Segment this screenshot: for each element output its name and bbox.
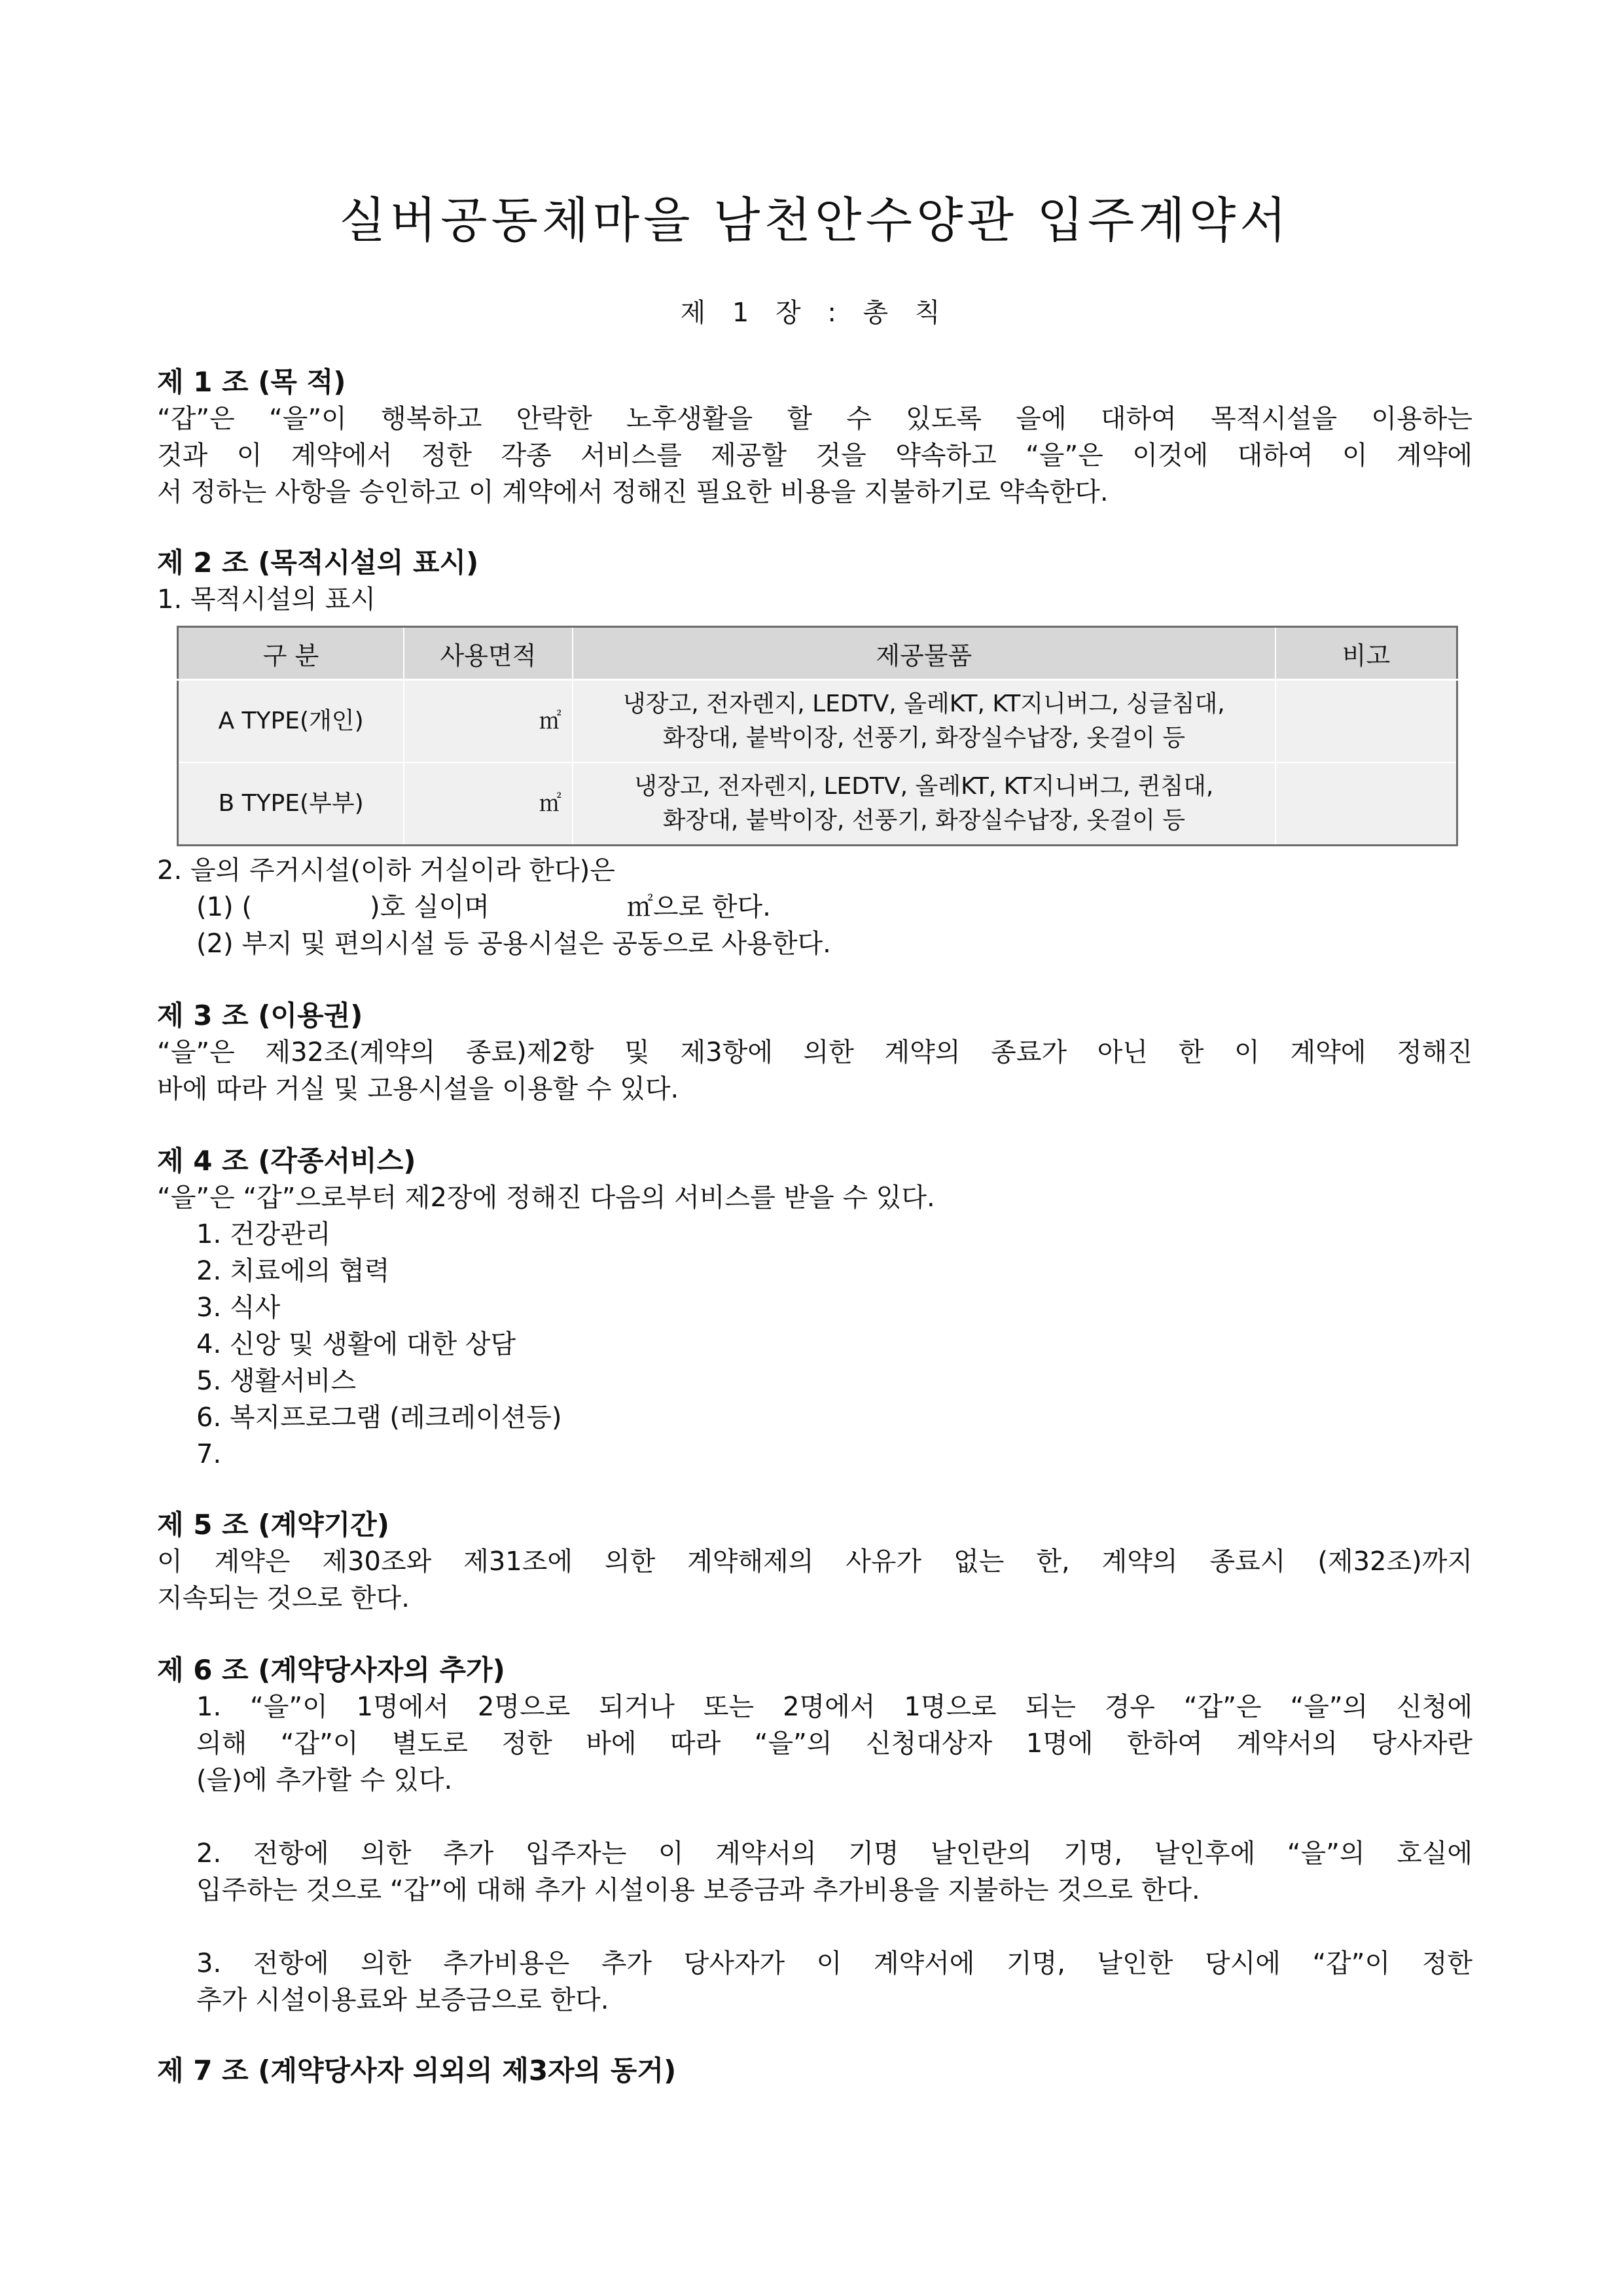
cell-area: ㎡ bbox=[404, 680, 573, 763]
article-5-line: 지속되는 것으로 한다. bbox=[157, 1583, 410, 1613]
cell-items-line: 냉장고, 전자렌지, LEDTV, 올레KT, KT지니버그, 싱글침대, bbox=[622, 691, 1225, 717]
article-4-heading: 제 4 조 (각종서비스) bbox=[157, 1145, 416, 1177]
article-2-item-1: 1. 목적시설의 표시 bbox=[157, 584, 376, 615]
cell-items bbox=[573, 680, 1275, 763]
document-title: 실버공동체마을 남천안수양관 입주계약서 bbox=[339, 192, 1291, 249]
col-header-category: 구 분 bbox=[178, 627, 404, 680]
col-header-items: 제공물품 bbox=[573, 627, 1275, 680]
article-3-line: 바에 따라 거실 및 고용시설을 이용할 수 있다. bbox=[157, 1074, 679, 1104]
article-1-line: 서 정하는 사항을 승인하고 이 계약에서 정해진 필요한 비용을 지불하기로 약속한다. bbox=[157, 477, 1109, 507]
cell-area: ㎡ bbox=[404, 762, 573, 846]
facility-table bbox=[177, 626, 1458, 846]
article-2 bbox=[157, 545, 1472, 618]
cell-note bbox=[1275, 762, 1457, 846]
chapter-heading: 제 1 장 : 총 칙 bbox=[680, 298, 950, 328]
cell-note bbox=[1275, 680, 1457, 763]
list-item: 6. 복지프로그램 (레크레이션등) bbox=[196, 1403, 562, 1433]
article-6-line: 추가 시설이용료와 보증금으로 한다. bbox=[196, 1985, 609, 2015]
cell-items-line: 냉장고, 전자렌지, LEDTV, 올레KT, KT지니버그, 퀸침대, bbox=[634, 773, 1214, 800]
table-row bbox=[178, 680, 1457, 763]
article-3 bbox=[157, 997, 1472, 1107]
cell-items bbox=[573, 762, 1275, 846]
cell-items-line: 화장대, 붙박이장, 선풍기, 화장실수납장, 옷걸이 등 bbox=[662, 807, 1186, 834]
article-6-line: 입주하는 것으로 “갑”에 대해 추가 시설이용 보증금과 추가비용을 지불하는 것으로 한다. bbox=[196, 1875, 1200, 1905]
article-2-sub-1 bbox=[157, 889, 1472, 925]
cell-items-line: 화장대, 붙박이장, 선풍기, 화장실수납장, 옷걸이 등 bbox=[662, 725, 1186, 751]
article-3-heading: 제 3 조 (이용권) bbox=[157, 999, 363, 1031]
col-header-area: 사용면적 bbox=[404, 627, 573, 680]
article-6-para-1 bbox=[157, 1689, 1472, 1799]
cell-type: B TYPE(부부) bbox=[178, 762, 404, 846]
article-1-heading: 제 1 조 (목 적) bbox=[157, 366, 346, 398]
room-area-suffix: ㎡으로 한다. bbox=[626, 892, 771, 922]
list-item: 5. 생활서비스 bbox=[196, 1366, 357, 1396]
article-7-heading: 제 7 조 (계약당사자 의외의 제3자의 동거) bbox=[157, 2054, 677, 2087]
article-2-heading: 제 2 조 (목적시설의 표시) bbox=[157, 547, 479, 579]
article-6-line: 의해 “갑”이 별도로 정한 바에 따라 “을”의 신청대상자 1명에 한하여 계약서의 당사자란 bbox=[196, 1729, 1472, 1759]
article-1-line: “갑”은 “을”이 행복하고 안락한 노후생활을 할 수 있도록 을에 대하여 목적시설을 이용하는 bbox=[157, 404, 1472, 434]
article-3-line: “을”은 제32조(계약의 종료)제2항 및 제3항에 의한 계약의 종료가 아닌 한 이 계약에 정해진 bbox=[157, 1037, 1472, 1067]
article-5 bbox=[157, 1507, 1472, 1617]
article-2-sub-2: (2) 부지 및 편의시설 등 공용시설은 공동으로 사용한다. bbox=[196, 929, 831, 959]
article-6-para-3 bbox=[157, 1945, 1472, 2018]
article-6 bbox=[157, 1652, 1472, 2018]
article-4 bbox=[157, 1143, 1472, 1473]
article-5-heading: 제 5 조 (계약기간) bbox=[157, 1509, 389, 1541]
list-item: 3. 식사 bbox=[196, 1293, 281, 1323]
article-5-line: 이 계약은 제30조와 제31조에 의한 계약해제의 사유가 없는 한, 계약의 종료시 (제32조)까지 bbox=[157, 1547, 1472, 1577]
list-item: 2. 치료에의 협력 bbox=[196, 1256, 390, 1286]
table-header-row bbox=[178, 627, 1457, 680]
article-1-line: 것과 이 계약에서 정한 각종 서비스를 제공할 것을 약속하고 “을”은 이것에 대하여 이 계약에 bbox=[157, 440, 1472, 471]
article-2-item-2: 2. 을의 주거시설(이하 거실이라 한다)은 bbox=[157, 855, 615, 886]
article-6-heading: 제 6 조 (계약당사자의 추가) bbox=[157, 1654, 505, 1686]
article-2-continued bbox=[157, 852, 1472, 962]
article-6-line: 3. 전항에 의한 추가비용은 추가 당사자가 이 계약서에 기명, 날인한 당시에 “갑”이 정한 bbox=[196, 1948, 1472, 1979]
room-number-prefix: (1) ( bbox=[196, 892, 252, 922]
table-row bbox=[178, 762, 1457, 846]
list-item: 1. 건강관리 bbox=[196, 1219, 331, 1249]
article-6-line: 2. 전항에 의한 추가 입주자는 이 계약서의 기명 날인란의 기명, 날인후에 “을”의 호실에 bbox=[196, 1839, 1472, 1869]
list-item: 4. 신앙 및 생활에 대한 상담 bbox=[196, 1329, 516, 1359]
article-6-para-2 bbox=[157, 1835, 1472, 1909]
col-header-note: 비고 bbox=[1275, 627, 1457, 680]
article-6-line: (을)에 추가할 수 있다. bbox=[196, 1765, 453, 1795]
article-6-line: 1. “을”이 1명에서 2명으로 되거나 또는 2명에서 1명으로 되는 경우 “갑”은 “을”의 신청에 bbox=[196, 1692, 1472, 1722]
article-1 bbox=[157, 364, 1472, 511]
list-item: 7. bbox=[196, 1439, 222, 1469]
room-number-suffix: )호 실이며 bbox=[369, 892, 490, 922]
article-4-intro: “을”은 “갑”으로부터 제2장에 정해진 다음의 서비스를 받을 수 있다. bbox=[157, 1183, 935, 1213]
cell-type: A TYPE(개인) bbox=[178, 680, 404, 763]
article-7 bbox=[157, 2053, 1472, 2089]
